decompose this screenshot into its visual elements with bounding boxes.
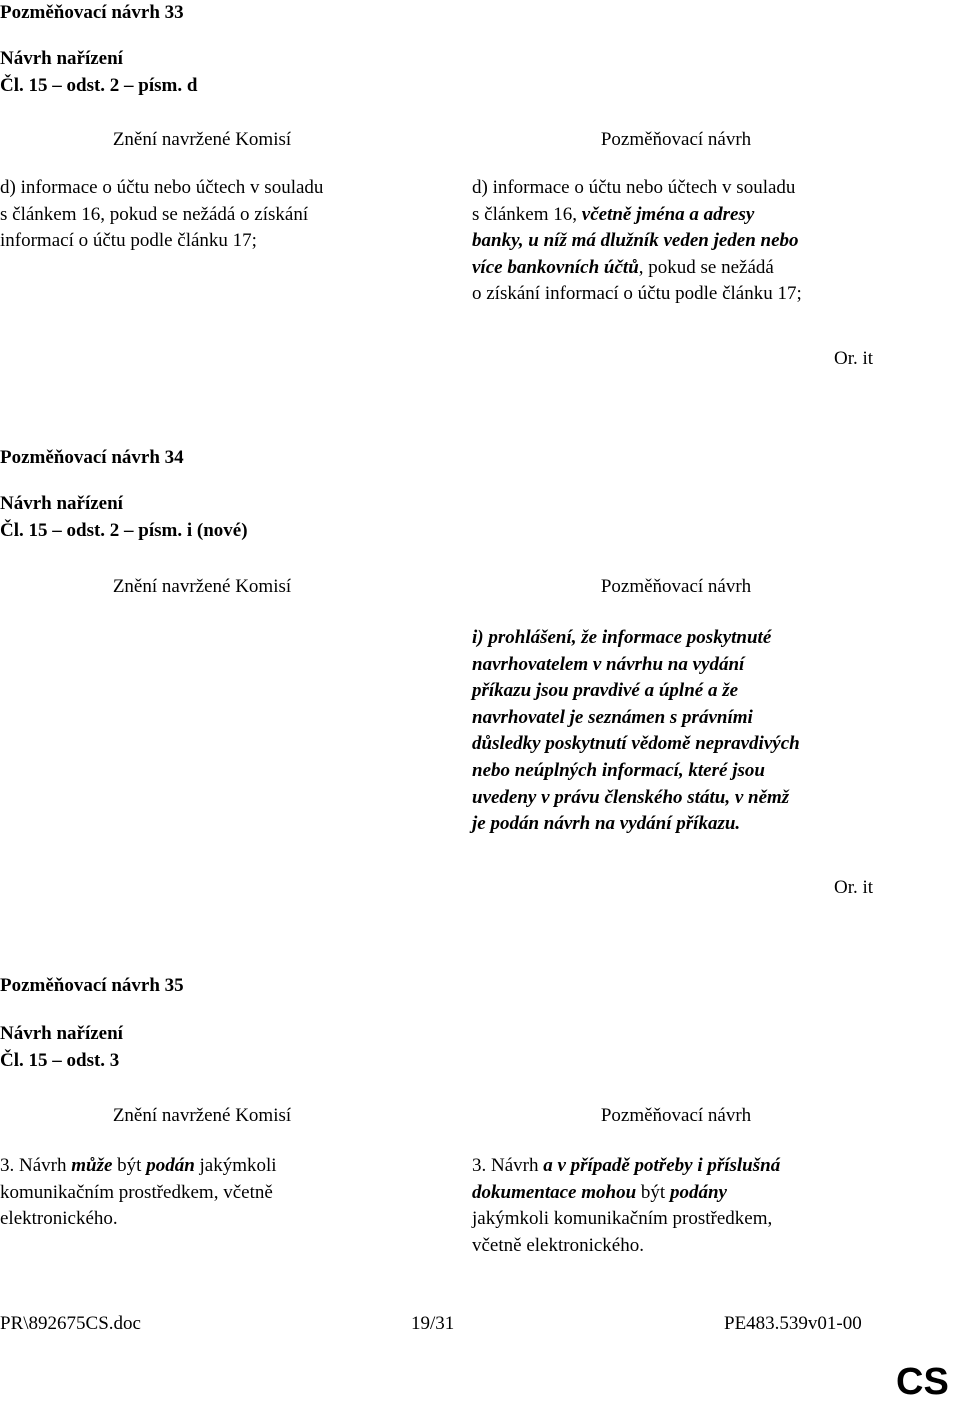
changed-text: navrhovatelem v návrhu na vydání	[472, 653, 745, 675]
changed-text: včetně jména a adresy	[581, 203, 755, 225]
commission-text	[0, 1153, 400, 1233]
page-number: 19/31	[411, 1313, 455, 1334]
text-run: , pokud se nežádá	[638, 256, 774, 278]
amendment-label: Návrh nařízení	[0, 1023, 123, 1044]
changed-text: důsledky poskytnutí vědomě nepravdivých	[472, 733, 800, 755]
original-language: Or. it	[834, 348, 874, 369]
text-line: d) informace o účtu nebo účtech v souladu	[0, 177, 324, 198]
amendment-label: Návrh nařízení	[0, 48, 123, 69]
text-line: o získání informací o účtu podle článku 17;	[472, 283, 802, 305]
text-line	[472, 625, 882, 652]
changed-text: nebo neúplných informací, které jsou	[472, 759, 765, 781]
changed-text: dokumentace mohou	[472, 1181, 637, 1203]
changed-text: podány	[669, 1181, 727, 1203]
page-footer	[0, 1311, 960, 1337]
changed-text: uvedeny v právu členského státu, v němž	[472, 786, 790, 808]
text-run: 3. Návrh	[0, 1155, 72, 1176]
text-run: jakýmkoli	[194, 1155, 277, 1176]
amendment-title: Pozměňovací návrh 35	[0, 975, 184, 996]
text-line: jakýmkoli komunikačním prostředkem,	[472, 1208, 773, 1230]
text-line: s článkem 16, pokud se nežádá o získání	[0, 203, 309, 225]
text-line: včetně elektronického.	[472, 1234, 644, 1256]
commission-text	[0, 175, 400, 255]
changed-text: i) prohlášení, že informace poskytnuté	[472, 627, 772, 648]
text-line	[472, 705, 882, 732]
changed-text: je podán návrh na vydání příkazu.	[472, 813, 741, 835]
text-line	[472, 255, 882, 282]
amendment-title: Pozměňovací návrh 34	[0, 447, 184, 468]
text-line: d) informace o účtu nebo účtech v souladu	[472, 177, 796, 198]
text-line	[472, 652, 882, 679]
amendment-text	[472, 175, 882, 308]
text-line	[472, 811, 882, 838]
text-line	[472, 785, 882, 812]
text-line: informací o účtu podle článku 17;	[0, 230, 257, 252]
amendment-label: Návrh nařízení	[0, 493, 123, 514]
text-run: být	[112, 1155, 147, 1176]
text-run: být	[636, 1181, 670, 1203]
text-line: komunikačním prostředkem, včetně	[0, 1181, 273, 1203]
amendment-reference: Čl. 15 – odst. 2 – písm. d	[0, 75, 198, 96]
changed-text: banky, u níž má dlužník veden jeden nebo	[472, 230, 799, 252]
changed-text: navrhovatel je seznámen s právními	[472, 706, 753, 728]
amendment-reference: Čl. 15 – odst. 3	[0, 1050, 120, 1071]
amendment-text	[472, 625, 882, 838]
column-header-commission: Znění navržené Komisí	[112, 1105, 292, 1126]
column-header-commission: Znění navržené Komisí	[112, 576, 292, 597]
text-line	[472, 1180, 882, 1207]
text-line	[472, 731, 882, 758]
changed-text: a v případě potřeby i příslušná	[543, 1155, 781, 1176]
document-reference: PE483.539v01-00	[724, 1313, 862, 1334]
text-line	[0, 1153, 400, 1180]
changed-text: příkazu jsou pravdivé a úplné a že	[472, 680, 739, 702]
column-header-amendment: Pozměňovací návrh	[600, 1105, 752, 1126]
text-line	[472, 228, 882, 255]
document-filename: PR\892675CS.doc	[0, 1313, 141, 1334]
amendment-reference: Čl. 15 – odst. 2 – písm. i (nové)	[0, 520, 248, 541]
text-line	[472, 758, 882, 785]
text-line	[472, 202, 882, 229]
changed-text: může	[71, 1155, 113, 1176]
amendment-text	[472, 1153, 882, 1259]
text-line	[472, 678, 882, 705]
text-line	[472, 1153, 882, 1180]
original-language: Or. it	[834, 877, 874, 898]
column-header-amendment: Pozměňovací návrh	[600, 129, 752, 150]
text-run: s článkem 16,	[472, 203, 582, 225]
changed-text: podán	[146, 1155, 195, 1176]
changed-text: více bankovních účtů	[472, 256, 639, 278]
text-run: 3. Návrh	[472, 1155, 544, 1176]
column-header-amendment: Pozměňovací návrh	[600, 576, 752, 597]
column-header-commission: Znění navržené Komisí	[112, 129, 292, 150]
text-line: elektronického.	[0, 1208, 118, 1230]
language-code: CS	[896, 1361, 949, 1403]
amendment-title: Pozměňovací návrh 33	[0, 2, 184, 23]
